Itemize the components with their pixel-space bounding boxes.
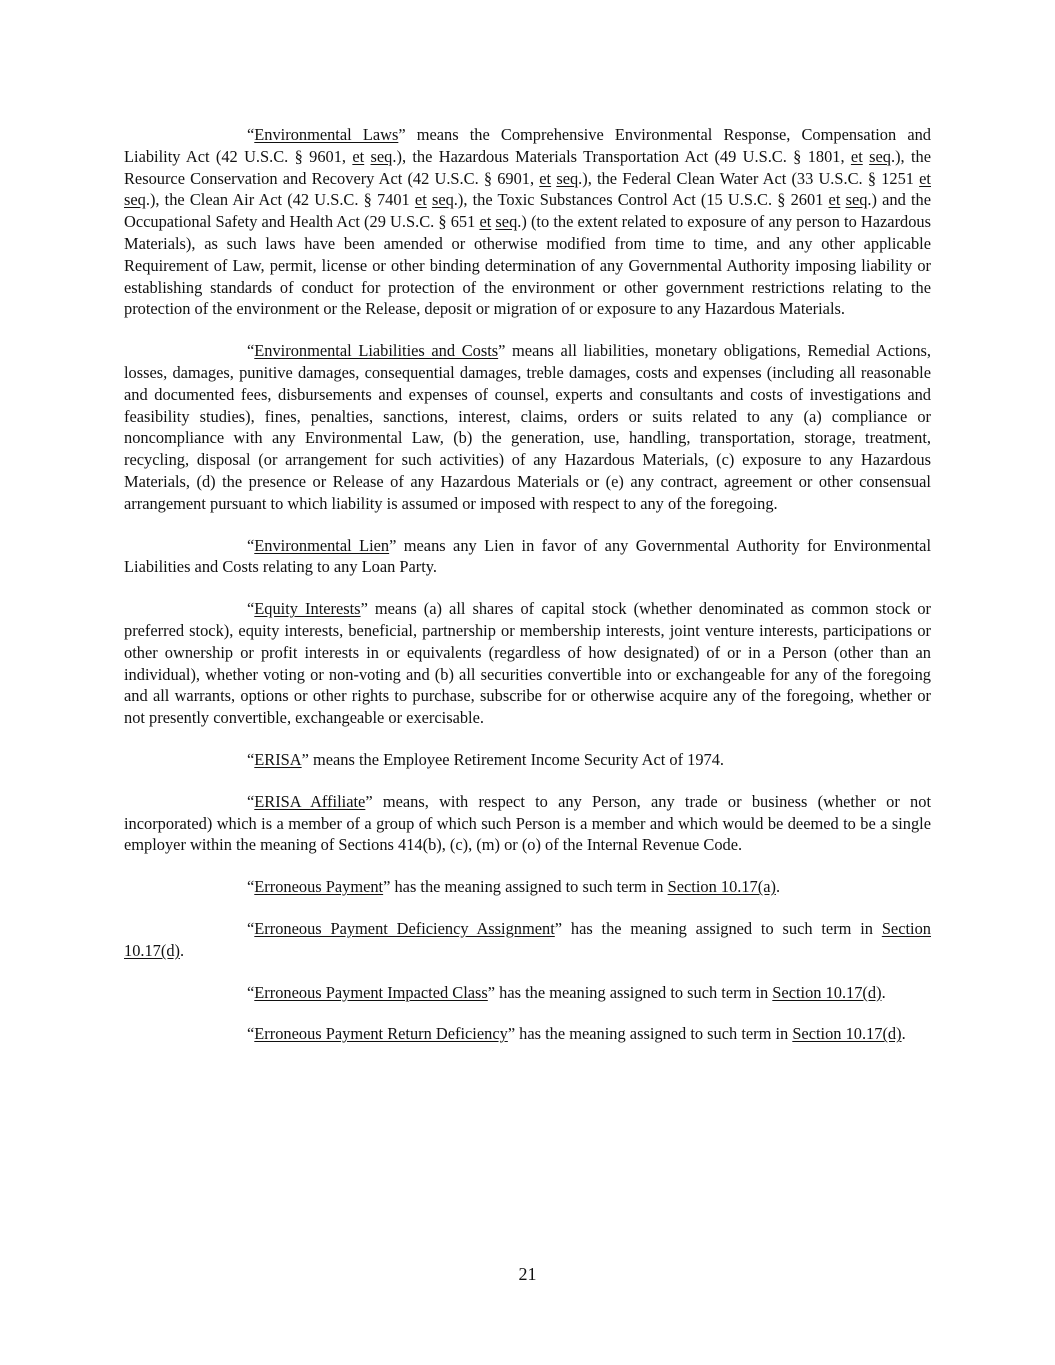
defined-term: Environmental Liabilities and Costs: [254, 341, 499, 361]
definition-text: ” has the meaning assigned to such term in: [487, 982, 773, 1002]
underlined-reference: seq: [845, 190, 868, 210]
definition-paragraph: [124, 340, 931, 514]
open-quote: “: [247, 877, 255, 897]
defined-term: Equity Interests: [254, 599, 361, 619]
definition-paragraph: [124, 535, 931, 579]
defined-term: Erroneous Payment: [254, 877, 384, 897]
underlined-reference: seq: [495, 212, 518, 232]
defined-term: Environmental Lien: [254, 535, 390, 555]
definition-text: ” means all liabilities, monetary obligations, Remedial Actions, losses, damages, punitive damages, consequential damages, treble damages, costs and expenses (including all reasonable and documented fees, disbursements and expenses of counsel, experts and consultants and costs of investigations and feasibility studies), fines, penalties, sanctions, interest, claims, orders or suits related to any (a) compliance or noncompliance with any Environmental Law, (b) the generation, use, handling, transportation, storage, treatment, recycling, disposal (or arrangement for such activities) of any Hazardous Materials, (c) exposure to any Hazardous Materials, (d) the presence or Release of any Hazardous Materials or (e) any contract, agreement or other consensual arrangement pursuant to which liability is assumed or imposed with respect to any of the foregoing.: [124, 341, 931, 513]
definition-text: .: [901, 1024, 906, 1044]
definition-paragraph: [124, 749, 931, 771]
underlined-reference: et: [352, 146, 365, 166]
definition-text: .) (to the extent related to exposure of any person to Hazardous Materials), as such laws have been amended or otherwise modified from time to time, and any other applicable Requirement of Law, permit, license or other binding determination of any Governmental Authority imposing liability or establishing standards of conduct for protection of the environment or other government restrictions relating to the protection of the environment or the Release, deposit or migration of or exposure to any Hazardous Materials.: [124, 212, 931, 319]
definition-text: .), the Toxic Substances Control Act (15 U.S.C. § 2601: [453, 190, 829, 210]
underlined-reference: Section 10.17(a): [667, 877, 776, 897]
underlined-reference: et: [850, 146, 863, 166]
definition-text: ” has the meaning assigned to such term in: [554, 918, 882, 938]
underlined-reference: seq: [556, 168, 579, 188]
open-quote: “: [247, 791, 255, 811]
definition-text: .: [881, 982, 886, 1002]
definition-paragraph: [124, 124, 931, 320]
underlined-reference: et: [414, 190, 427, 210]
definition-text: .: [775, 877, 781, 897]
underlined-reference: seq: [370, 146, 393, 166]
open-quote: “: [247, 982, 255, 1002]
definition-text: ” means (a) all shares of capital stock (whether denominated as common stock or preferred stock), equity interests, beneficial, partnership or membership interests, joint venture interests, participations or other ownership or profit interests in or equivalents (regardless of how designated) of or in a Person (other than an individual), whether voting or non-voting and (b) all securities convertible into or exchangeable for any of the foregoing and all warrants, options or other rights to purchase, subscribe for or otherwise acquire any of the foregoing, whether or not presently convertible, exchangeable or exercisable.: [124, 599, 931, 728]
defined-term: Erroneous Payment Return Deficiency: [254, 1024, 508, 1044]
open-quote: “: [247, 1024, 255, 1044]
defined-term: Erroneous Payment Deficiency Assignment: [254, 918, 555, 938]
definition-text: .), the Resource Conservation and Recovery Act (42 U.S.C. § 6901,: [124, 146, 931, 188]
definition-text: .: [180, 940, 185, 960]
open-quote: “: [247, 341, 255, 361]
defined-term: ERISA Affiliate: [254, 791, 366, 811]
definition-text: ” has the meaning assigned to such term in: [383, 877, 668, 897]
definition-paragraph: [124, 982, 931, 1004]
definition-text: ” means the Comprehensive Environmental Response, Compensation and Liability Act (42 U.S.C. § 9601,: [124, 125, 931, 166]
definition-text: ” means the Employee Retirement Income Security Act of 1974.: [301, 749, 725, 769]
underlined-reference: Section 10.17(d): [124, 918, 931, 960]
definition-text: .), the Hazardous Materials Transportation Act (49 U.S.C. § 1801,: [392, 146, 851, 166]
open-quote: “: [247, 125, 255, 144]
defined-term: ERISA: [254, 749, 302, 769]
defined-term: Erroneous Payment Impacted Class: [254, 982, 488, 1002]
underlined-reference: et: [919, 168, 931, 188]
underlined-reference: et: [539, 168, 552, 188]
definition-text: .), the Clean Air Act (42 U.S.C. § 7401: [145, 190, 415, 210]
open-quote: “: [247, 749, 255, 769]
definition-paragraph: [124, 876, 931, 898]
underlined-reference: seq: [431, 190, 454, 210]
underlined-reference: et: [828, 190, 841, 210]
underlined-reference: et: [479, 212, 492, 232]
underlined-reference: Section 10.17(d): [772, 982, 882, 1002]
definition-paragraph: [124, 918, 931, 962]
definition-text: .) and the Occupational Safety and Health Act (29 U.S.C. § 651: [124, 190, 931, 232]
underlined-reference: seq: [869, 146, 891, 166]
definition-paragraph: [124, 1023, 931, 1045]
open-quote: “: [247, 918, 255, 938]
open-quote: “: [247, 599, 255, 619]
definition-text: ” has the meaning assigned to such term in: [507, 1024, 793, 1044]
underlined-reference: seq: [124, 190, 146, 210]
open-quote: “: [247, 535, 255, 555]
definition-text: ” means, with respect to any Person, any trade or business (whether or not incorporated) which is a member of a group of which such Person is a member and which would be deemed to be a single employer within the meaning of Sections 414(b), (c), (m) or (o) of the Internal Revenue Code.: [124, 791, 931, 855]
definition-paragraph: [124, 598, 931, 729]
definition-text: .), the Federal Clean Water Act (33 U.S.C. § 1251: [578, 168, 920, 188]
definition-text: ” means any Lien in favor of any Governmental Authority for Environmental Liabilities and Costs relating to any Loan Party.: [124, 535, 932, 577]
definition-paragraph: [124, 791, 931, 856]
defined-term: Environmental Laws: [254, 125, 399, 144]
underlined-reference: Section 10.17(d): [792, 1024, 902, 1044]
document-body: [124, 124, 931, 1065]
page-number: 21: [518, 1264, 537, 1284]
